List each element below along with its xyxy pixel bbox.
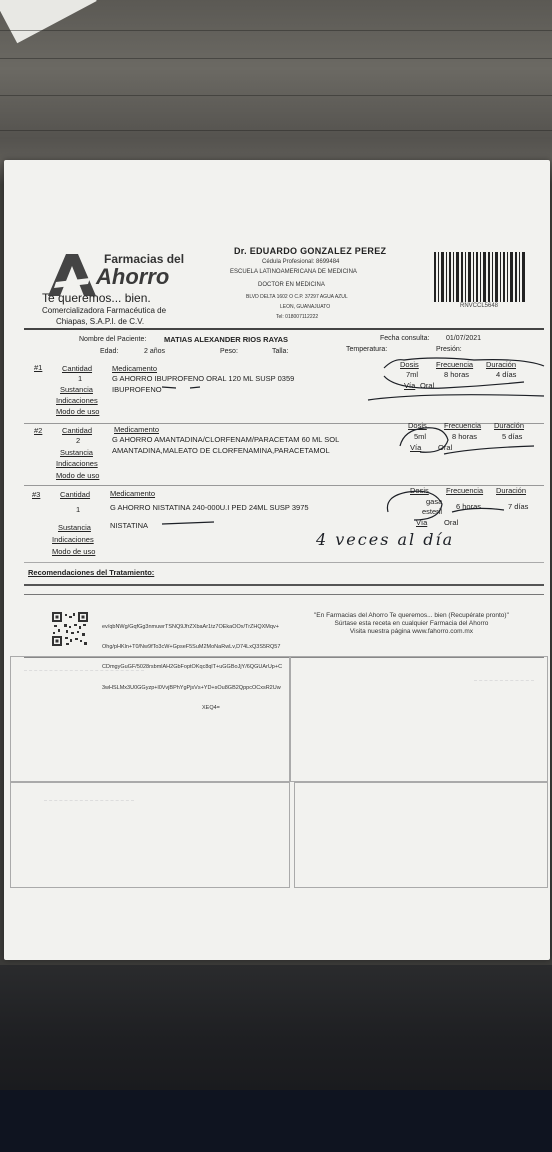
item-dose: 7ml bbox=[406, 370, 419, 379]
date-label: Fecha consulta: bbox=[380, 335, 430, 342]
qr-code-icon bbox=[52, 612, 88, 646]
substance-label: Sustancia bbox=[60, 385, 93, 394]
item-dose: 5ml bbox=[414, 432, 427, 441]
background-paper-corner bbox=[0, 0, 97, 43]
frequency-header: Frecuencia bbox=[446, 486, 484, 495]
show-through-mark bbox=[24, 670, 144, 731]
med-header: Medicamento bbox=[114, 425, 160, 434]
mode-label: Modo de uso bbox=[52, 547, 96, 556]
doctor-school: ESCUELA LATINOAMERICANA DE MEDICINA bbox=[230, 269, 357, 275]
brand-small: Farmacias del bbox=[104, 252, 185, 266]
doctor-name: Dr. EDUARDO GONZALEZ PEREZ bbox=[234, 246, 387, 256]
grid-box bbox=[294, 782, 548, 888]
slogan: Te queremos... bien. bbox=[42, 291, 151, 305]
height-label: Talla: bbox=[272, 348, 289, 355]
rnv-code: RNVCCL5648 bbox=[460, 303, 499, 309]
substance-label: Sustancia bbox=[58, 523, 91, 532]
item-number: #3 bbox=[32, 490, 41, 499]
wood-grain bbox=[0, 130, 552, 131]
substance-label: Sustancia bbox=[60, 448, 93, 457]
item-substance: NISTATINA bbox=[110, 521, 149, 530]
route-label: Vía bbox=[410, 443, 422, 452]
item-frequency: 8 horas bbox=[444, 370, 470, 379]
item-frequency: 6 horas bbox=[456, 502, 482, 511]
patient-name-label: Nombre del Paciente: bbox=[79, 336, 147, 343]
duration-header: Duración bbox=[494, 421, 525, 430]
med-header: Medicamento bbox=[110, 489, 156, 498]
item-substance: IBUPROFENO bbox=[112, 385, 162, 394]
item-substance: AMANTADINA,MALEATO DE CLORFENAMINA,PARACETAMOL bbox=[112, 446, 330, 455]
route-label: Vía bbox=[416, 518, 428, 527]
signature-line: CDmgyGuGF/5028rsbmlAH2GbFoptOKqc8qlT+uGGBoJjY/6QGUArUp+C bbox=[102, 664, 283, 671]
duration-header: Duración bbox=[496, 486, 527, 495]
item-qty: 1 bbox=[78, 374, 83, 383]
show-through-mark bbox=[44, 800, 134, 841]
item-frequency: 8 horas bbox=[452, 432, 478, 441]
patient-age: 2 años bbox=[144, 348, 166, 355]
brand-large: Ahorro bbox=[96, 264, 170, 289]
company-name-2: Chiapas, S.A.P.I. de C.V. bbox=[56, 317, 145, 326]
recommendations-label: Recomendaciones del Tratamiento: bbox=[28, 568, 155, 577]
promo-text: "En Farmacias del Ahorro Te queremos... bien (Recupérate pronto)" Súrtase esta receta en cualquier Farmacia del Ahorro Visita nuestra página www.fahorro.com.mx bbox=[314, 612, 509, 635]
section-divider bbox=[24, 562, 544, 563]
doctor-phone: Tel: 018007112222 bbox=[276, 314, 319, 320]
dose-header: Dosis bbox=[408, 421, 427, 430]
item-dose: gasa bbox=[426, 497, 443, 506]
doctor-address: BLVD DELTA 1602 O C.P. 37297 AGUA AZUL bbox=[246, 294, 348, 300]
item-route: Oral bbox=[438, 443, 453, 452]
signature-line: 3wHSLMx3U0GGyzp+l0VvjBPhYgPjsVs+YD+sOu8GB2QppcOCxsR2Uw bbox=[102, 684, 281, 691]
temperature-label: Temperatura: bbox=[346, 346, 388, 353]
mode-label: Modo de uso bbox=[56, 407, 100, 416]
wood-grain bbox=[0, 58, 552, 59]
consult-date: 01/07/2021 bbox=[446, 335, 482, 342]
section-divider bbox=[24, 584, 544, 586]
item-route: Oral bbox=[420, 381, 435, 390]
mode-label: Modo de uso bbox=[56, 471, 100, 480]
signature-line: Ohg/pHKln+T0/Nw9fTo3cW+GpseF5SuM2MoNaRwLv,D74LxQ3S5RQ57 bbox=[102, 643, 281, 650]
signature-line: ev/qbNWg/GqfGg3nmuwrTSNQ9JfrZXbaAr1tz7OEkaOOx/TrZHQXMqv+ bbox=[102, 623, 279, 630]
med-header: Medicamento bbox=[112, 364, 158, 373]
item-duration: 4 días bbox=[496, 370, 517, 379]
frequency-header: Frecuencia bbox=[444, 421, 482, 430]
indications-label: Indicaciones bbox=[56, 459, 98, 468]
item-qty: 2 bbox=[76, 436, 81, 445]
patient-name: MATIAS ALEXANDER RIOS RAYAS bbox=[164, 335, 289, 344]
route-label: Vía bbox=[404, 381, 416, 390]
pressure-label: Presión: bbox=[436, 346, 462, 353]
dose-header: Dosis bbox=[410, 486, 429, 495]
doctor-city: LEON, GUANAJUATO bbox=[280, 304, 331, 310]
qty-header: Cantidad bbox=[60, 490, 91, 499]
indications-label: Indicaciones bbox=[56, 396, 98, 405]
weight-label: Peso: bbox=[220, 348, 238, 355]
wood-grain bbox=[0, 30, 552, 31]
frequency-header: Frecuencia bbox=[436, 360, 474, 369]
item-medication: G AHORRO AMANTADINA/CLORFENAM/PARACETAM 60 ML SOL bbox=[112, 435, 340, 444]
indications-label: Indicaciones bbox=[52, 535, 94, 544]
item-qty: 1 bbox=[76, 505, 81, 514]
item-duration: 5 días bbox=[502, 432, 523, 441]
qty-header: Cantidad bbox=[62, 364, 93, 373]
item-medication: G AHORRO NISTATINA 240-000U.I PED 24ML SUSP 3975 bbox=[110, 503, 309, 512]
wood-grain bbox=[0, 95, 552, 96]
qty-header: Cantidad bbox=[62, 426, 93, 435]
section-divider bbox=[24, 594, 544, 595]
item-medication: G AHORRO IBUPROFENO ORAL 120 ML SUSP 0359 bbox=[112, 374, 295, 383]
sleeve bbox=[0, 1090, 552, 1152]
doctor-degree: DOCTOR EN MEDICINA bbox=[258, 282, 325, 288]
prescription-sheet bbox=[4, 160, 550, 960]
item-number: #2 bbox=[34, 426, 43, 435]
doctor-cedula: Cédula Profesional: 8699484 bbox=[262, 259, 340, 265]
item-route: Oral bbox=[444, 518, 459, 527]
dose-header: Dosis bbox=[400, 360, 419, 369]
duration-header: Duración bbox=[486, 360, 517, 369]
age-label: Edad: bbox=[100, 348, 119, 355]
company-name: Comercializadora Farmacéutica de bbox=[42, 306, 167, 315]
item-duration: 7 días bbox=[508, 502, 529, 511]
handwritten-note: 4 veces al día bbox=[316, 530, 455, 549]
item-dose-2: esteril bbox=[422, 507, 443, 516]
signature-line: XEQ4= bbox=[202, 705, 220, 712]
item-number: #1 bbox=[34, 363, 43, 372]
show-through-mark bbox=[474, 680, 534, 761]
